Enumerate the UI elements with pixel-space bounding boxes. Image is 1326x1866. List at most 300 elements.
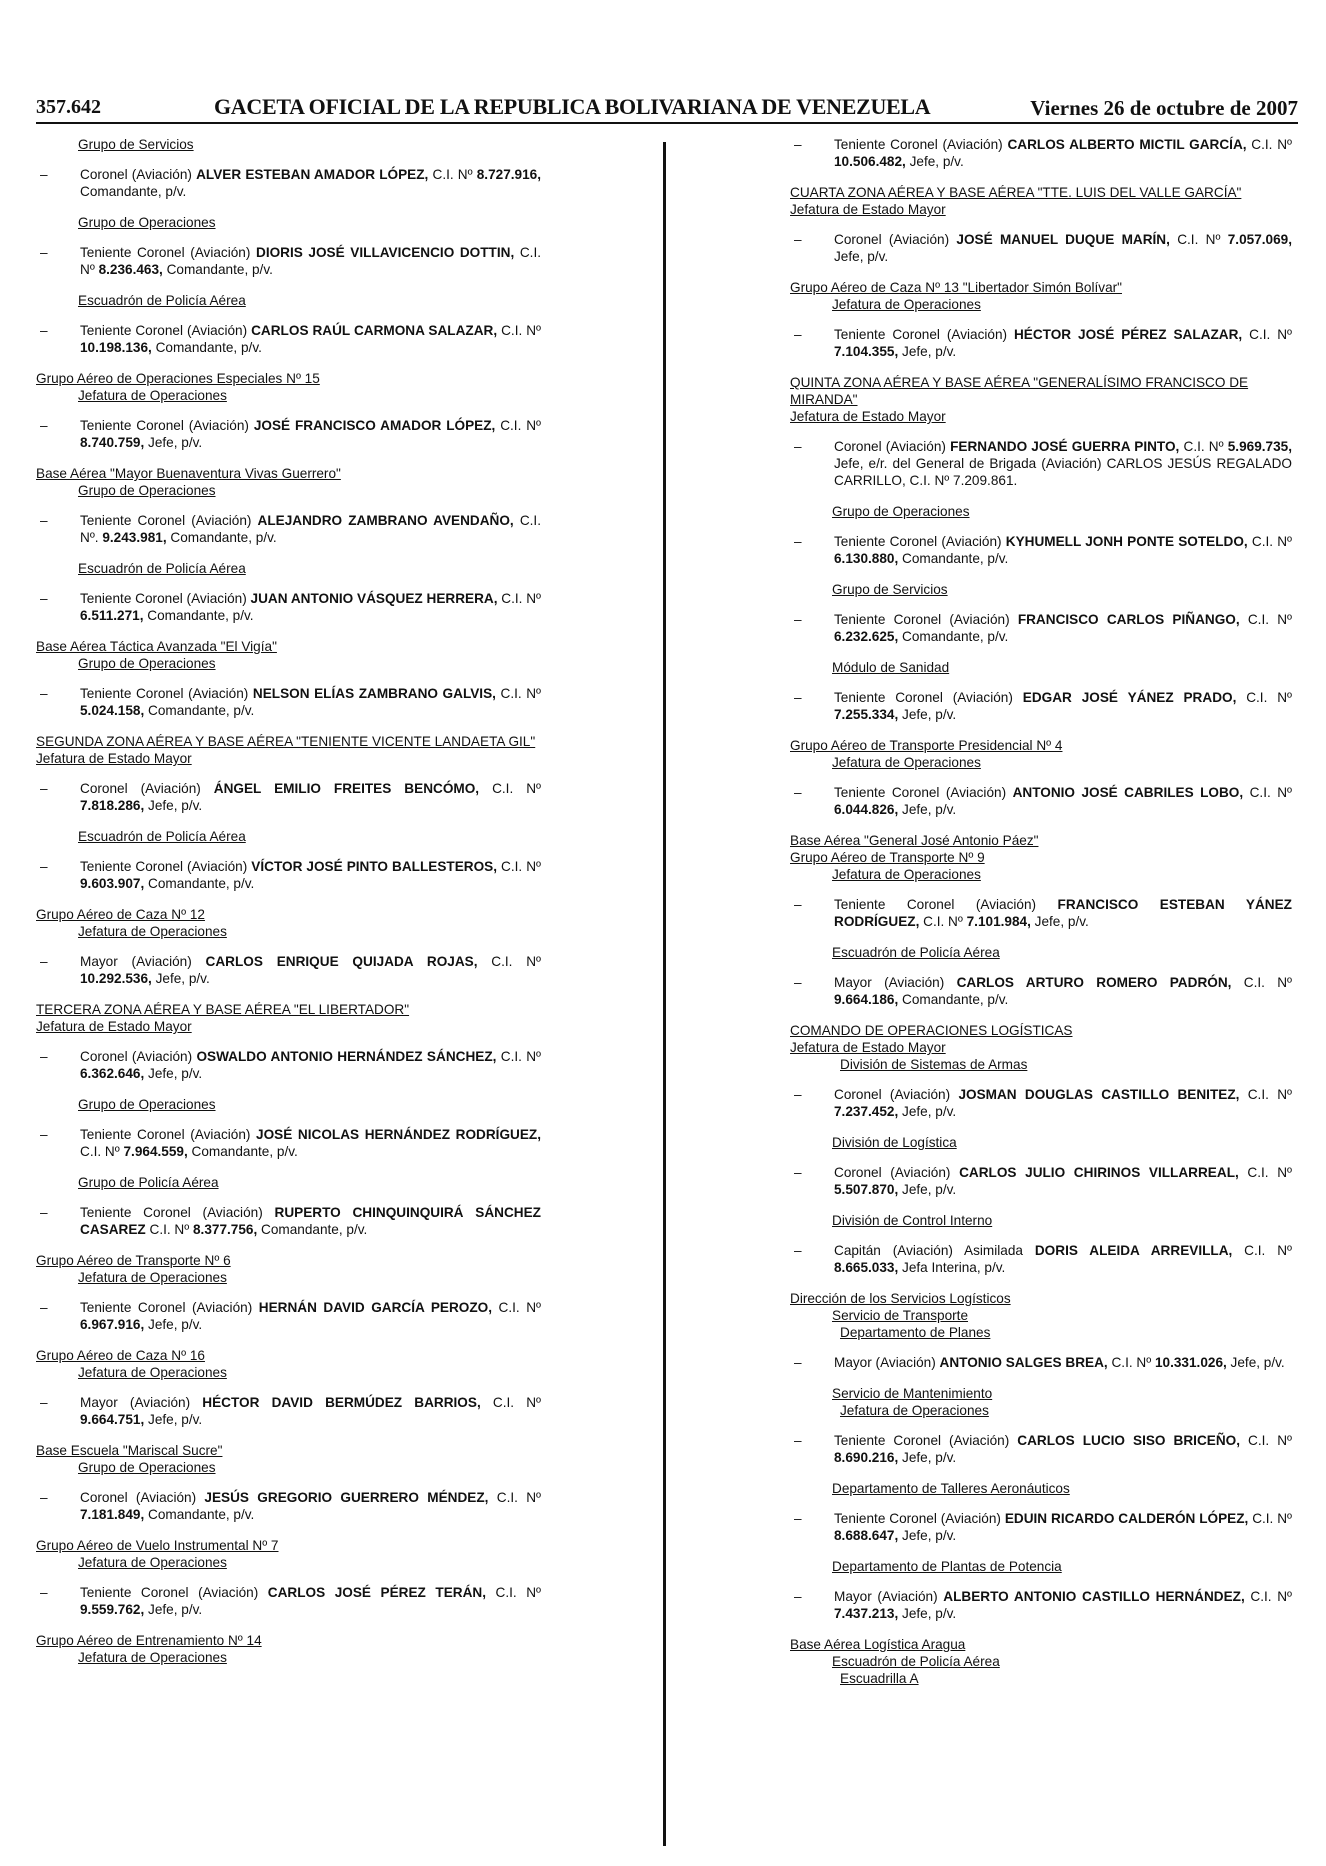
entry-dash: – — [794, 327, 802, 342]
entry-post: Comandante, p/v. — [898, 551, 1009, 566]
section-heading: Jefatura de Operaciones — [78, 388, 227, 403]
appointment-entry — [790, 689, 1292, 723]
entry-ci-number: 8.236.463, — [98, 262, 163, 277]
entry-dash: – — [794, 1511, 802, 1526]
entry-ci-number: 5.024.158, — [80, 703, 145, 718]
appointment-entry — [36, 166, 541, 200]
entry-rank: Teniente Coronel (Aviación) — [834, 534, 1006, 549]
entry-rank: Teniente Coronel (Aviación) — [80, 591, 251, 606]
appointment-entry — [790, 1164, 1292, 1198]
unit-heading: Grupo Aéreo de Entrenamiento Nº 14 — [36, 1633, 262, 1648]
entry-post: Comandante, p/v. — [187, 1144, 298, 1159]
entry-ci-label: C.I. Nº — [1242, 327, 1292, 342]
appointment-entry — [790, 438, 1292, 489]
entry-dash: – — [40, 323, 48, 338]
entry-rank: Teniente Coronel (Aviación) — [80, 323, 252, 338]
entry-post: Jefe, p/v. — [834, 249, 889, 264]
entry-ci-label: C.I. Nº — [1246, 137, 1292, 152]
division-heading: División de Control Interno — [832, 1213, 993, 1228]
unit-heading: Grupo Aéreo de Caza Nº 12 — [36, 907, 205, 922]
section-heading: Jefatura de Operaciones — [78, 1270, 227, 1285]
entry-ci-number: 8.727.916, — [476, 167, 541, 182]
entry-ci-label: C.I. Nº — [80, 245, 541, 277]
entry-ci-label: C.I. Nº — [1239, 1087, 1292, 1102]
entry-rank: Teniente Coronel (Aviación) — [834, 897, 1058, 912]
entry-ci-number: 9.664.751, — [80, 1412, 145, 1427]
entry-name: JOSMAN DOUGLAS CASTILLO BENITEZ, — [958, 1087, 1240, 1102]
entry-name: EDUIN RICARDO CALDERÓN LÓPEZ, — [1004, 1511, 1249, 1526]
entry-name: CARLOS JULIO CHIRINOS VILLARREAL, — [959, 1165, 1239, 1180]
entry-ci-label: C.I. Nº — [480, 1395, 541, 1410]
entry-post: Jefe, p/v. — [144, 798, 203, 813]
entry-rank: Teniente Coronel (Aviación) — [80, 1205, 275, 1220]
entry-dash: – — [794, 897, 802, 912]
entry-ci-label: C.I. Nº — [497, 859, 541, 874]
appointment-entry — [790, 974, 1292, 1008]
entry-name: RUPERTO CHINQUINQUIRÁ SÁNCHEZ CASAREZ — [80, 1205, 541, 1237]
entry-dash: – — [794, 1087, 802, 1102]
appointment-entry — [36, 1126, 541, 1160]
entry-rank: Coronel (Aviación) — [834, 1087, 959, 1102]
entry-ci-number: 6.232.625, — [834, 629, 899, 644]
entry-ci-number: 8.740.759, — [80, 435, 145, 450]
page-number: 357.642 — [36, 96, 101, 118]
entry-name: KYHUMELL JONH PONTE SOTELDO, — [1005, 534, 1248, 549]
entry-dash: – — [794, 785, 802, 800]
entry-post: Jefe, p/v. — [898, 1104, 957, 1119]
entry-dash: – — [794, 439, 802, 454]
entry-rank: Teniente Coronel (Aviación) — [80, 1127, 257, 1142]
appointment-entry — [36, 1204, 541, 1238]
entry-rank: Teniente Coronel (Aviación) — [834, 785, 1013, 800]
entry-name: HERNÁN DAVID GARCÍA PEROZO, — [258, 1300, 493, 1315]
entry-post: Jefa Interina, p/v. — [898, 1260, 1006, 1275]
section-heading: Grupo de Servicios — [78, 137, 194, 152]
zone-heading: SEGUNDA ZONA AÉREA Y BASE AÉREA "TENIENTE VICENTE LANDAETA GIL" — [36, 734, 536, 749]
entry-ci-number: 7.101.984, — [966, 914, 1031, 929]
entry-rank: Teniente Coronel (Aviación) — [80, 513, 258, 528]
entry-dash: – — [40, 954, 48, 969]
entry-name: JUAN ANTONIO VÁSQUEZ HERRERA, — [250, 591, 498, 606]
appointment-entry — [790, 1354, 1292, 1371]
entry-name: VÍCTOR JOSÉ PINTO BALLESTEROS, — [251, 859, 498, 874]
entry-ci-label: C.I. Nº — [497, 323, 541, 338]
entry-ci-number: 10.198.136, — [80, 340, 152, 355]
left-column — [36, 136, 541, 1679]
entry-post: Comandante, p/v. — [151, 340, 262, 355]
appointment-entry — [36, 1489, 541, 1523]
entry-dash: – — [794, 232, 802, 247]
section-heading: Jefatura de Operaciones — [78, 1555, 227, 1570]
appointment-entry — [36, 417, 541, 451]
appointment-entry — [36, 322, 541, 356]
section-heading: Escuadrón de Policía Aérea — [78, 829, 246, 844]
entry-dash: – — [40, 781, 48, 796]
unit-heading: Grupo Aéreo de Caza Nº 16 — [36, 1348, 205, 1363]
section-heading: Grupo de Servicios — [832, 582, 948, 597]
entry-ci-label: C.I. Nº — [1238, 1165, 1292, 1180]
appointment-entry — [790, 533, 1292, 567]
entry-rank: Teniente Coronel (Aviación) — [834, 612, 1018, 627]
entry-ci-label: C.I. Nº — [1248, 1511, 1292, 1526]
appointment-entry — [36, 512, 541, 546]
unit-heading: Base Aérea "General José Antonio Páez" — [790, 833, 1039, 848]
department-heading: Departamento de Talleres Aeronáuticos — [832, 1481, 1070, 1496]
entry-ci-number: 10.292.536, — [80, 971, 152, 986]
entry-ci-label: C.I. Nº. — [80, 513, 541, 545]
entry-ci-label: C.I. Nº — [1240, 1433, 1292, 1448]
entry-dash: – — [794, 1165, 802, 1180]
entry-rank: Coronel (Aviación) — [80, 1490, 205, 1505]
entry-post: Jefe, p/v. — [144, 1066, 203, 1081]
unit-heading: Base Aérea Logística Aragua — [790, 1637, 966, 1652]
entry-ci-number: 9.603.907, — [80, 876, 145, 891]
entry-rank: Capitán (Aviación) Asimilada — [834, 1243, 1035, 1258]
entry-ci-label: C.I. Nº — [479, 781, 541, 796]
entry-name: CARLOS ENRIQUE QUIJADA ROJAS, — [205, 954, 478, 969]
entry-ci-label: C.I. Nº — [496, 1049, 542, 1064]
entry-rank: Teniente Coronel (Aviación) — [834, 1433, 1018, 1448]
entry-name: NELSON ELÍAS ZAMBRANO GALVIS, — [252, 686, 496, 701]
entry-name: CARLOS LUCIO SISO BRICEÑO, — [1017, 1433, 1240, 1448]
appointment-entry — [790, 1086, 1292, 1120]
entry-post: Comandante, p/v. — [898, 629, 1009, 644]
appointment-entry — [36, 590, 541, 624]
entry-post: Jefe, p/v. — [144, 1602, 203, 1617]
entry-rank: Coronel (Aviación) — [80, 1049, 197, 1064]
entry-ci-number: 7.104.355, — [834, 344, 899, 359]
right-column — [790, 136, 1292, 1700]
appointment-entry — [36, 953, 541, 987]
division-heading: División de Logística — [832, 1135, 957, 1150]
entry-name: JESÚS GREGORIO GUERRERO MÉNDEZ, — [204, 1490, 489, 1505]
appointment-entry — [790, 896, 1292, 930]
entry-dash: – — [40, 1395, 48, 1410]
section-heading: Jefatura de Operaciones — [832, 755, 981, 770]
entry-rank: Coronel (Aviación) — [80, 781, 214, 796]
entry-dash: – — [40, 1205, 48, 1220]
entry-name: FRANCISCO CARLOS PIÑANGO, — [1017, 612, 1240, 627]
entry-rank: Coronel (Aviación) — [834, 1165, 960, 1180]
appointment-entry — [790, 136, 1292, 170]
entry-post: Jefe, p/v. — [905, 154, 964, 169]
unit-heading: Grupo Aéreo de Vuelo Instrumental Nº 7 — [36, 1538, 279, 1553]
entry-post: Comandante, p/v. — [80, 184, 187, 199]
entry-rank: Mayor (Aviación) — [834, 1355, 940, 1370]
entry-rank: Teniente Coronel (Aviación) — [834, 137, 1008, 152]
entry-rank: Teniente Coronel (Aviación) — [80, 245, 256, 260]
entry-ci-label: C.I. Nº — [1107, 1355, 1155, 1370]
section-heading: Escuadrón de Policía Aérea — [832, 945, 1000, 960]
entry-dash: – — [40, 1585, 48, 1600]
section-heading: Escuadrón de Policía Aérea — [78, 561, 246, 576]
division-heading: División de Sistemas de Armas — [840, 1057, 1028, 1072]
entry-ci-number: 7.057.069, — [1227, 232, 1293, 247]
entry-name: CARLOS JOSÉ PÉREZ TERÁN, — [267, 1585, 486, 1600]
entry-rank: Coronel (Aviación) — [80, 167, 197, 182]
section-heading: Jefatura de Estado Mayor — [790, 1040, 946, 1055]
entry-name: JOSÉ MANUEL DUQUE MARÍN, — [956, 232, 1170, 247]
entry-name: CARLOS ARTURO ROMERO PADRÓN, — [956, 975, 1232, 990]
entry-ci-number: 7.237.452, — [834, 1104, 899, 1119]
entry-post: Jefe, p/v. — [898, 707, 957, 722]
entry-post: Comandante, p/v. — [898, 992, 1009, 1007]
appointment-entry — [36, 858, 541, 892]
entry-post: Comandante, p/v. — [144, 1507, 255, 1522]
entry-ci-label: C.I. Nº — [495, 418, 542, 433]
entry-dash: – — [40, 591, 48, 606]
entry-ci-number: 8.688.647, — [834, 1528, 899, 1543]
section-heading: Jefatura de Estado Mayor — [36, 751, 192, 766]
section-heading: Grupo de Operaciones — [78, 483, 216, 498]
section-heading: Jefatura de Operaciones — [840, 1403, 989, 1418]
entry-name: FERNANDO JOSÉ GUERRA PINTO, — [950, 439, 1180, 454]
zone-heading: QUINTA ZONA AÉREA Y BASE AÉREA "GENERALÍSIMO FRANCISCO DE MIRANDA" — [790, 375, 1249, 407]
entry-post: Comandante, p/v. — [144, 703, 255, 718]
entry-post: Jefe, p/v. — [898, 1182, 957, 1197]
section-heading: Grupo de Policía Aérea — [78, 1175, 219, 1190]
entry-name: DIORIS JOSÉ VILLAVICENCIO DOTTIN, — [256, 245, 515, 260]
entry-ci-number: 8.690.216, — [834, 1450, 899, 1465]
entry-ci-number: 9.664.186, — [834, 992, 899, 1007]
entry-post: Jefe, p/v. — [1030, 914, 1089, 929]
entry-post: Comandante, p/v. — [144, 876, 255, 891]
entry-ci-label: C.I. Nº — [1244, 1589, 1293, 1604]
section-heading: Grupo de Operaciones — [832, 504, 970, 519]
entry-post: Jefe, p/v. — [898, 1450, 957, 1465]
entry-ci-number: 6.511.271, — [80, 608, 144, 623]
unit-heading: Grupo Aéreo de Transporte Presidencial Nº 4 — [790, 738, 1063, 753]
entry-dash: – — [40, 859, 48, 874]
entry-dash: – — [794, 690, 802, 705]
section-heading: Escuadrón de Policía Aérea — [78, 293, 246, 308]
entry-ci-number: 6.044.826, — [834, 802, 899, 817]
entry-dash: – — [40, 513, 48, 528]
unit-heading: Grupo Aéreo de Transporte Nº 6 — [36, 1253, 231, 1268]
entry-rank: Teniente Coronel (Aviación) — [80, 686, 253, 701]
directorate-heading: Dirección de los Servicios Logísticos — [790, 1291, 1011, 1306]
entry-name: JOSÉ NICOLAS HERNÁNDEZ RODRÍGUEZ, — [256, 1127, 541, 1142]
entry-rank: Mayor (Aviación) — [80, 954, 206, 969]
entry-name: EDGAR JOSÉ YÁNEZ PRADO, — [1022, 690, 1237, 705]
entry-post: Jefe, p/v. — [898, 1528, 957, 1543]
section-heading: Jefatura de Operaciones — [78, 1365, 227, 1380]
entry-name: FRANCISCO ESTEBAN YÁNEZ RODRÍGUEZ, — [834, 897, 1292, 929]
entry-ci-label: C.I. Nº — [497, 591, 541, 606]
section-heading: Jefatura de Estado Mayor — [790, 409, 946, 424]
entry-dash: – — [794, 612, 802, 627]
entry-post: Jefe, p/v. — [1226, 1355, 1285, 1370]
department-heading: Departamento de Plantas de Potencia — [832, 1559, 1062, 1574]
entry-ci-label: C.I. Nº — [492, 1300, 541, 1315]
appointment-entry — [36, 1299, 541, 1333]
entry-name: HÉCTOR JOSÉ PÉREZ SALAZAR, — [1013, 327, 1243, 342]
entry-name: ANTONIO JOSÉ CABRILES LOBO, — [1012, 785, 1244, 800]
entry-ci-number: 7.818.286, — [80, 798, 145, 813]
appointment-entry — [36, 1394, 541, 1428]
entry-ci-number: 6.130.880, — [834, 551, 899, 566]
entry-ci-number: 5.969.735, — [1227, 439, 1292, 454]
section-heading: Grupo de Operaciones — [78, 656, 216, 671]
entry-ci-label: C.I. Nº — [919, 914, 967, 929]
entry-ci-label: C.I. Nº — [1247, 534, 1292, 549]
entry-dash: – — [794, 1355, 802, 1370]
section-heading: Grupo de Operaciones — [78, 1097, 216, 1112]
appointment-entry — [36, 1048, 541, 1082]
entry-name: CARLOS RAÚL CARMONA SALAZAR, — [251, 323, 498, 338]
entry-post: Comandante, p/v. — [143, 608, 254, 623]
entry-rank: Mayor (Aviación) — [80, 1395, 203, 1410]
entry-ci-label: C.I. Nº — [1243, 785, 1292, 800]
entry-post: Jefe, p/v. — [144, 435, 203, 450]
appointment-entry — [790, 231, 1292, 265]
entry-ci-label: C.I. Nº — [488, 1490, 541, 1505]
entry-rank: Teniente Coronel (Aviación) — [834, 690, 1023, 705]
entry-ci-number: 8.665.033, — [834, 1260, 899, 1275]
unit-heading: Grupo Aéreo de Operaciones Especiales Nº 15 — [36, 371, 320, 386]
entry-name: HÉCTOR DAVID BERMÚDEZ BARRIOS, — [202, 1395, 481, 1410]
entry-post: Comandante, p/v. — [162, 262, 273, 277]
appointment-entry — [36, 685, 541, 719]
appointment-entry — [790, 1588, 1292, 1622]
appointment-entry — [790, 1242, 1292, 1276]
entry-name: OSWALDO ANTONIO HERNÁNDEZ SÁNCHEZ, — [196, 1049, 497, 1064]
zone-heading: TERCERA ZONA AÉREA Y BASE AÉREA "EL LIBERTADOR" — [36, 1002, 410, 1017]
entry-ci-number: 7.437.213, — [834, 1606, 899, 1621]
unit-heading: Grupo Aéreo de Transporte Nº 9 — [790, 850, 985, 865]
section-heading: Grupo de Operaciones — [78, 1460, 216, 1475]
entry-post: Comandante, p/v. — [166, 530, 277, 545]
section-heading: Módulo de Sanidad — [832, 660, 950, 675]
entry-name: ALEJANDRO ZAMBRANO AVENDAÑO, — [257, 513, 514, 528]
section-heading: Jefatura de Operaciones — [832, 867, 981, 882]
gazette-title: GACETA OFICIAL DE LA REPUBLICA BOLIVARIANA DE VENEZUELA — [214, 94, 931, 119]
entry-rank: Teniente Coronel (Aviación) — [80, 418, 254, 433]
entry-rank: Mayor (Aviación) — [834, 975, 957, 990]
entry-ci-number: 7.181.849, — [80, 1507, 145, 1522]
service-heading: Servicio de Transporte — [832, 1308, 969, 1323]
service-heading: Servicio de Mantenimiento — [832, 1386, 993, 1401]
entry-ci-number: 7.964.559, — [123, 1144, 188, 1159]
entry-post: Jefe, p/v. — [144, 1412, 203, 1427]
entry-ci-number: 10.506.482, — [834, 154, 906, 169]
appointment-entry — [790, 326, 1292, 360]
entry-rank: Teniente Coronel (Aviación) — [834, 327, 1014, 342]
entry-ci-label: C.I. Nº — [485, 1585, 541, 1600]
entry-dash: – — [794, 1589, 802, 1604]
entry-dash: – — [40, 1127, 48, 1142]
appointment-entry — [36, 1584, 541, 1618]
entry-dash: – — [794, 975, 802, 990]
unit-heading: Grupo Aéreo de Caza Nº 13 "Libertador Simón Bolívar" — [790, 280, 1122, 295]
entry-ci-number: 6.967.916, — [80, 1317, 145, 1332]
header-rule — [36, 122, 1298, 124]
issue-date: Viernes 26 de octubre de 2007 — [1030, 96, 1298, 120]
appointment-entry — [36, 780, 541, 814]
section-heading: Jefatura de Operaciones — [78, 1650, 227, 1665]
command-heading: COMANDO DE OPERACIONES LOGÍSTICAS — [790, 1023, 1073, 1038]
entry-ci-number: 6.362.646, — [80, 1066, 145, 1081]
entry-ci-label: C.I. Nº — [477, 954, 541, 969]
unit-heading: Base Aérea "Mayor Buenaventura Vivas Guerrero" — [36, 466, 341, 481]
entry-dash: – — [40, 1490, 48, 1505]
appointment-entry — [790, 1510, 1292, 1544]
section-heading: Jefatura de Operaciones — [832, 297, 981, 312]
entry-ci-label: C.I. Nº — [1236, 690, 1292, 705]
entry-rank: Teniente Coronel (Aviación) — [834, 1511, 1005, 1526]
entry-ci-number: 7.255.334, — [834, 707, 899, 722]
entry-dash: – — [794, 137, 802, 152]
entry-dash: – — [794, 1433, 802, 1448]
entry-dash: – — [40, 167, 48, 182]
entry-ci-label: C.I. Nº — [1239, 612, 1292, 627]
entry-name: ALVER ESTEBAN AMADOR LÓPEZ, — [196, 167, 429, 182]
entry-rank: Coronel (Aviación) — [834, 232, 957, 247]
entry-ci-label: C.I. Nº — [495, 686, 541, 701]
entry-dash: – — [40, 686, 48, 701]
entry-ci-label: C.I. Nº — [80, 1144, 124, 1159]
entry-ci-number: 9.559.762, — [80, 1602, 145, 1617]
section-heading: Escuadrón de Policía Aérea — [832, 1654, 1000, 1669]
appointment-entry — [790, 1432, 1292, 1466]
section-heading: Grupo de Operaciones — [78, 215, 216, 230]
entry-rank: Coronel (Aviación) — [834, 439, 951, 454]
appointment-entry — [36, 244, 541, 278]
entry-ci-label: C.I. Nº — [1169, 232, 1228, 247]
entry-post: Jefe, p/v. — [898, 1606, 957, 1621]
entry-name: JOSÉ FRANCISCO AMADOR LÓPEZ, — [253, 418, 496, 433]
entry-dash: – — [794, 534, 802, 549]
entry-rank: Teniente Coronel (Aviación) — [80, 1300, 259, 1315]
entry-rank: Mayor (Aviación) — [834, 1589, 944, 1604]
entry-dash: – — [40, 1300, 48, 1315]
entry-name: DORIS ALEIDA ARREVILLA, — [1034, 1243, 1233, 1258]
entry-name: ALBERTO ANTONIO CASTILLO HERNÁNDEZ, — [943, 1589, 1245, 1604]
appointment-entry — [790, 611, 1292, 645]
entry-dash: – — [40, 1049, 48, 1064]
entry-ci-number: 8.377.756, — [192, 1222, 258, 1237]
entry-rank: Teniente Coronel (Aviación) — [80, 859, 252, 874]
entry-ci-number: 9.243.981, — [102, 530, 167, 545]
entry-name: CARLOS ALBERTO MICTIL GARCÍA, — [1007, 137, 1247, 152]
department-heading: Departamento de Planes — [840, 1325, 991, 1340]
entry-ci-label: C.I. Nº — [1179, 439, 1228, 454]
entry-ci-number: 10.331.026, — [1154, 1355, 1227, 1370]
entry-post: Jefe, e/r. del General de Brigada (Aviación) CARLOS JESÚS REGALADO CARRILLO, C.I. Nº 7.209.861. — [834, 456, 1292, 488]
section-heading: Jefatura de Operaciones — [78, 924, 227, 939]
appointment-entry — [790, 784, 1292, 818]
entry-post: Jefe, p/v. — [144, 1317, 203, 1332]
section-heading: Jefatura de Estado Mayor — [790, 202, 946, 217]
column-divider — [663, 142, 666, 1846]
entry-ci-label: C.I. Nº — [1232, 1243, 1292, 1258]
entry-dash: – — [40, 418, 48, 433]
unit-heading: Base Escuela "Mariscal Sucre" — [36, 1443, 223, 1458]
entry-rank: Teniente Coronel (Aviación) — [80, 1585, 268, 1600]
section-heading: Escuadrilla A — [840, 1671, 919, 1686]
gazette-header — [36, 92, 1298, 126]
entry-ci-label: C.I. Nº — [428, 167, 477, 182]
entry-dash: – — [40, 245, 48, 260]
entry-name: ÁNGEL EMILIO FREITES BENCÓMO, — [213, 781, 480, 796]
entry-post: Jefe, p/v. — [898, 802, 957, 817]
entry-post: Comandante, p/v. — [257, 1222, 368, 1237]
entry-ci-number: 5.507.870, — [834, 1182, 899, 1197]
section-heading: Jefatura de Estado Mayor — [36, 1019, 192, 1034]
entry-post: Jefe, p/v. — [151, 971, 210, 986]
entry-ci-label: C.I. Nº — [145, 1222, 193, 1237]
entry-dash: – — [794, 1243, 802, 1258]
